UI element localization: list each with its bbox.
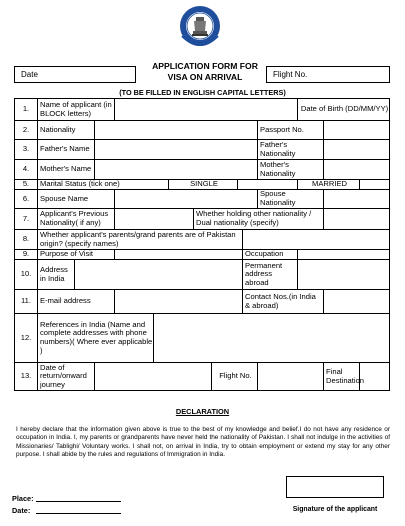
permanent-address-input[interactable] [298, 260, 390, 290]
signature-box[interactable] [286, 476, 384, 498]
return-date-label: Date of return/onward journey [38, 363, 95, 391]
onward-flight-no-input[interactable] [258, 363, 324, 391]
purpose-of-visit-label: Purpose of Visit [38, 250, 115, 260]
pakistan-origin-label: Whether applicant's parents/grand parents are of Pakistan origin? (specify names) [38, 230, 243, 250]
row-number: 5. [15, 180, 38, 190]
references-input[interactable] [154, 314, 390, 363]
row-number: 12. [15, 314, 38, 363]
declaration-title: DECLARATION [175, 407, 230, 416]
footer-date-label: Date: [12, 506, 31, 515]
row-number: 13. [15, 363, 38, 391]
date-label: Date [21, 70, 38, 79]
form-row-3 [15, 140, 390, 160]
nationality-input[interactable] [95, 121, 258, 140]
pakistan-origin-input[interactable] [243, 230, 390, 250]
emblem-icon [178, 4, 222, 52]
mother-nationality-label: Mother's Nationality [258, 160, 324, 180]
father-nationality-label: Father's Nationality [258, 140, 324, 160]
spouse-name-label: Spouse Name [38, 190, 115, 209]
form-row-8 [15, 230, 390, 250]
contact-numbers-label: Contact Nos.(in India & abroad) [243, 290, 324, 314]
onward-flight-no-label: Flight No. [212, 363, 258, 391]
marital-single-checkbox[interactable] [238, 180, 298, 190]
bureau-of-immigration-logo [178, 4, 222, 52]
spouse-nationality-label: Spouse Nationality [258, 190, 324, 209]
address-india-label: Address in India [38, 260, 75, 290]
email-input[interactable] [115, 290, 243, 314]
return-date-input[interactable] [95, 363, 212, 391]
form-row-4 [15, 160, 390, 180]
form-row-12 [15, 314, 390, 363]
passport-no-label: Passport No. [258, 121, 324, 140]
final-destination-input[interactable] [360, 363, 390, 391]
date-of-birth-label: Date of Birth (DD/MM/YY) [298, 99, 390, 121]
references-label: References in India (Name and complete addresses with phone numbers)( Where ever applicable ) [38, 314, 154, 363]
father-name-input[interactable] [95, 140, 258, 160]
signature-label: Signature of the applicant [292, 506, 378, 513]
form-row-9 [15, 250, 390, 260]
row-number: 9. [15, 250, 38, 260]
passport-no-input[interactable] [324, 121, 390, 140]
marital-married-option[interactable]: MARRIED [298, 180, 360, 190]
footer-date-line[interactable] [36, 513, 121, 514]
occupation-input[interactable] [298, 250, 390, 260]
address-india-input[interactable] [75, 260, 243, 290]
form-subtitle: (TO BE FILLED IN ENGLISH CAPITAL LETTERS) [119, 88, 286, 97]
spouse-nationality-input[interactable] [324, 190, 390, 209]
application-form-table [14, 98, 390, 391]
row-number: 2. [15, 121, 38, 140]
row-number: 6. [15, 190, 38, 209]
flight-no-label: Flight No. [273, 70, 308, 79]
previous-nationality-input[interactable] [115, 209, 194, 230]
place-line[interactable] [36, 501, 121, 502]
form-row-11 [15, 290, 390, 314]
other-nationality-input[interactable] [324, 209, 390, 230]
spouse-name-input[interactable] [115, 190, 258, 209]
form-row-6 [15, 190, 390, 209]
form-row-10 [15, 260, 390, 290]
email-label: E-mail address [38, 290, 115, 314]
mother-name-label: Mother's Name [38, 160, 95, 180]
form-row-5 [15, 180, 390, 190]
form-row-13 [15, 363, 390, 391]
form-title-line1: APPLICATION FORM FOR [152, 61, 258, 71]
mother-nationality-input[interactable] [324, 160, 390, 180]
contact-numbers-input[interactable] [324, 290, 390, 314]
place-label: Place: [12, 494, 34, 503]
declaration-text: I hereby declare that the information given above is true to the best of my knowledge and belief.I do not have any residence or occupation in India. I, my parents or grandparents have never held the nationality of Pakistan. I shall not indulge in the activities of Missionaries/ Tablighi/ Voluntary works. I shall not, on arrival in India, try to obtain employment or extend my stay for any other purpose. I shall abide by the rules and regulations of Immigration in India. [16, 426, 390, 458]
row-number: 3. [15, 140, 38, 160]
purpose-of-visit-input[interactable] [115, 250, 243, 260]
form-row-2 [15, 121, 390, 140]
row-number: 4. [15, 160, 38, 180]
row-number: 7. [15, 209, 38, 230]
form-title-line2: VISA ON ARRIVAL [167, 72, 243, 82]
other-nationality-label: Whether holding other nationality / Dual nationality (specify) [194, 209, 324, 230]
final-destination-label: Final Destination [324, 363, 360, 391]
marital-married-checkbox[interactable] [360, 180, 390, 190]
nationality-label: Nationality [38, 121, 95, 140]
date-field[interactable] [14, 66, 136, 83]
applicant-name-input[interactable] [115, 99, 298, 121]
row-number: 10. [15, 260, 38, 290]
occupation-label: Occupation [243, 250, 298, 260]
father-name-label: Father's Name [38, 140, 95, 160]
form-row-1 [15, 99, 390, 121]
mother-name-input[interactable] [95, 160, 258, 180]
form-row-7 [15, 209, 390, 230]
permanent-address-label: Permanent address abroad [243, 260, 298, 290]
row-number: 8. [15, 230, 38, 250]
marital-single-option[interactable]: SINGLE [169, 180, 238, 190]
applicant-name-label: Name of applicant (in BLOCK letters) [38, 99, 115, 121]
row-number: 11. [15, 290, 38, 314]
father-nationality-input[interactable] [324, 140, 390, 160]
row-number: 1. [15, 99, 38, 121]
previous-nationality-label: Applicant's Previous Nationality( if any) [38, 209, 115, 230]
marital-status-label: Marital Status (tick one) [38, 180, 169, 190]
flight-no-field[interactable] [266, 66, 390, 83]
